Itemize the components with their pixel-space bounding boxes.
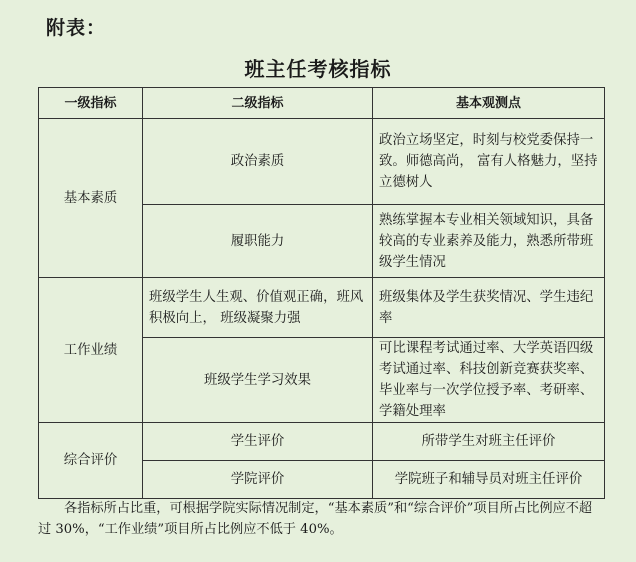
header-level2: 二级指标 bbox=[143, 88, 373, 119]
table-row bbox=[39, 278, 605, 338]
observation-cell: 熟练掌握本专业相关领域知识，具备较高的专业素养及能力，熟悉所带班级学生情况 bbox=[373, 205, 605, 278]
observation-cell: 班级集体及学生获奖情况、学生违纪率 bbox=[373, 278, 605, 338]
header-row bbox=[39, 88, 605, 119]
level2-cell: 履职能力 bbox=[143, 205, 373, 278]
level2-cell: 班级学生学习效果 bbox=[143, 338, 373, 423]
assessment-table bbox=[38, 87, 605, 499]
table-row bbox=[39, 119, 605, 205]
observation-cell: 学院班子和辅导员对班主任评价 bbox=[373, 461, 605, 499]
footnote: 各指标所占比重，可根据学院实际情况制定，“基本素质”和“综合评价”项目所占比例应不超过 30%，“工作业绩”项目所占比例应不低于 40%。 bbox=[38, 501, 593, 537]
table-row bbox=[39, 423, 605, 461]
level1-cell: 工作业绩 bbox=[39, 278, 143, 423]
observation-cell: 所带学生对班主任评价 bbox=[373, 423, 605, 461]
appendix-label: 附表： bbox=[46, 17, 107, 39]
header-observation: 基本观测点 bbox=[373, 88, 605, 119]
level2-cell: 学生评价 bbox=[143, 423, 373, 461]
level2-cell: 政治素质 bbox=[143, 119, 373, 205]
observation-cell: 可比课程考试通过率、大学英语四级考试通过率、科技创新竞赛获奖率、毕业率与一次学位授予率、考研率、学籍处理率 bbox=[373, 338, 605, 423]
header-level1: 一级指标 bbox=[39, 88, 143, 119]
level1-cell: 综合评价 bbox=[39, 423, 143, 499]
level2-cell: 班级学生人生观、价值观正确，班风积极向上， 班级凝聚力强 bbox=[143, 278, 373, 338]
level2-cell: 学院评价 bbox=[143, 461, 373, 499]
observation-cell: 政治立场坚定，时刻与校党委保持一致。师德高尚， 富有人格魅力，坚持立德树人 bbox=[373, 119, 605, 205]
table-title: 班主任考核指标 bbox=[244, 57, 392, 81]
level1-cell: 基本素质 bbox=[39, 119, 143, 278]
